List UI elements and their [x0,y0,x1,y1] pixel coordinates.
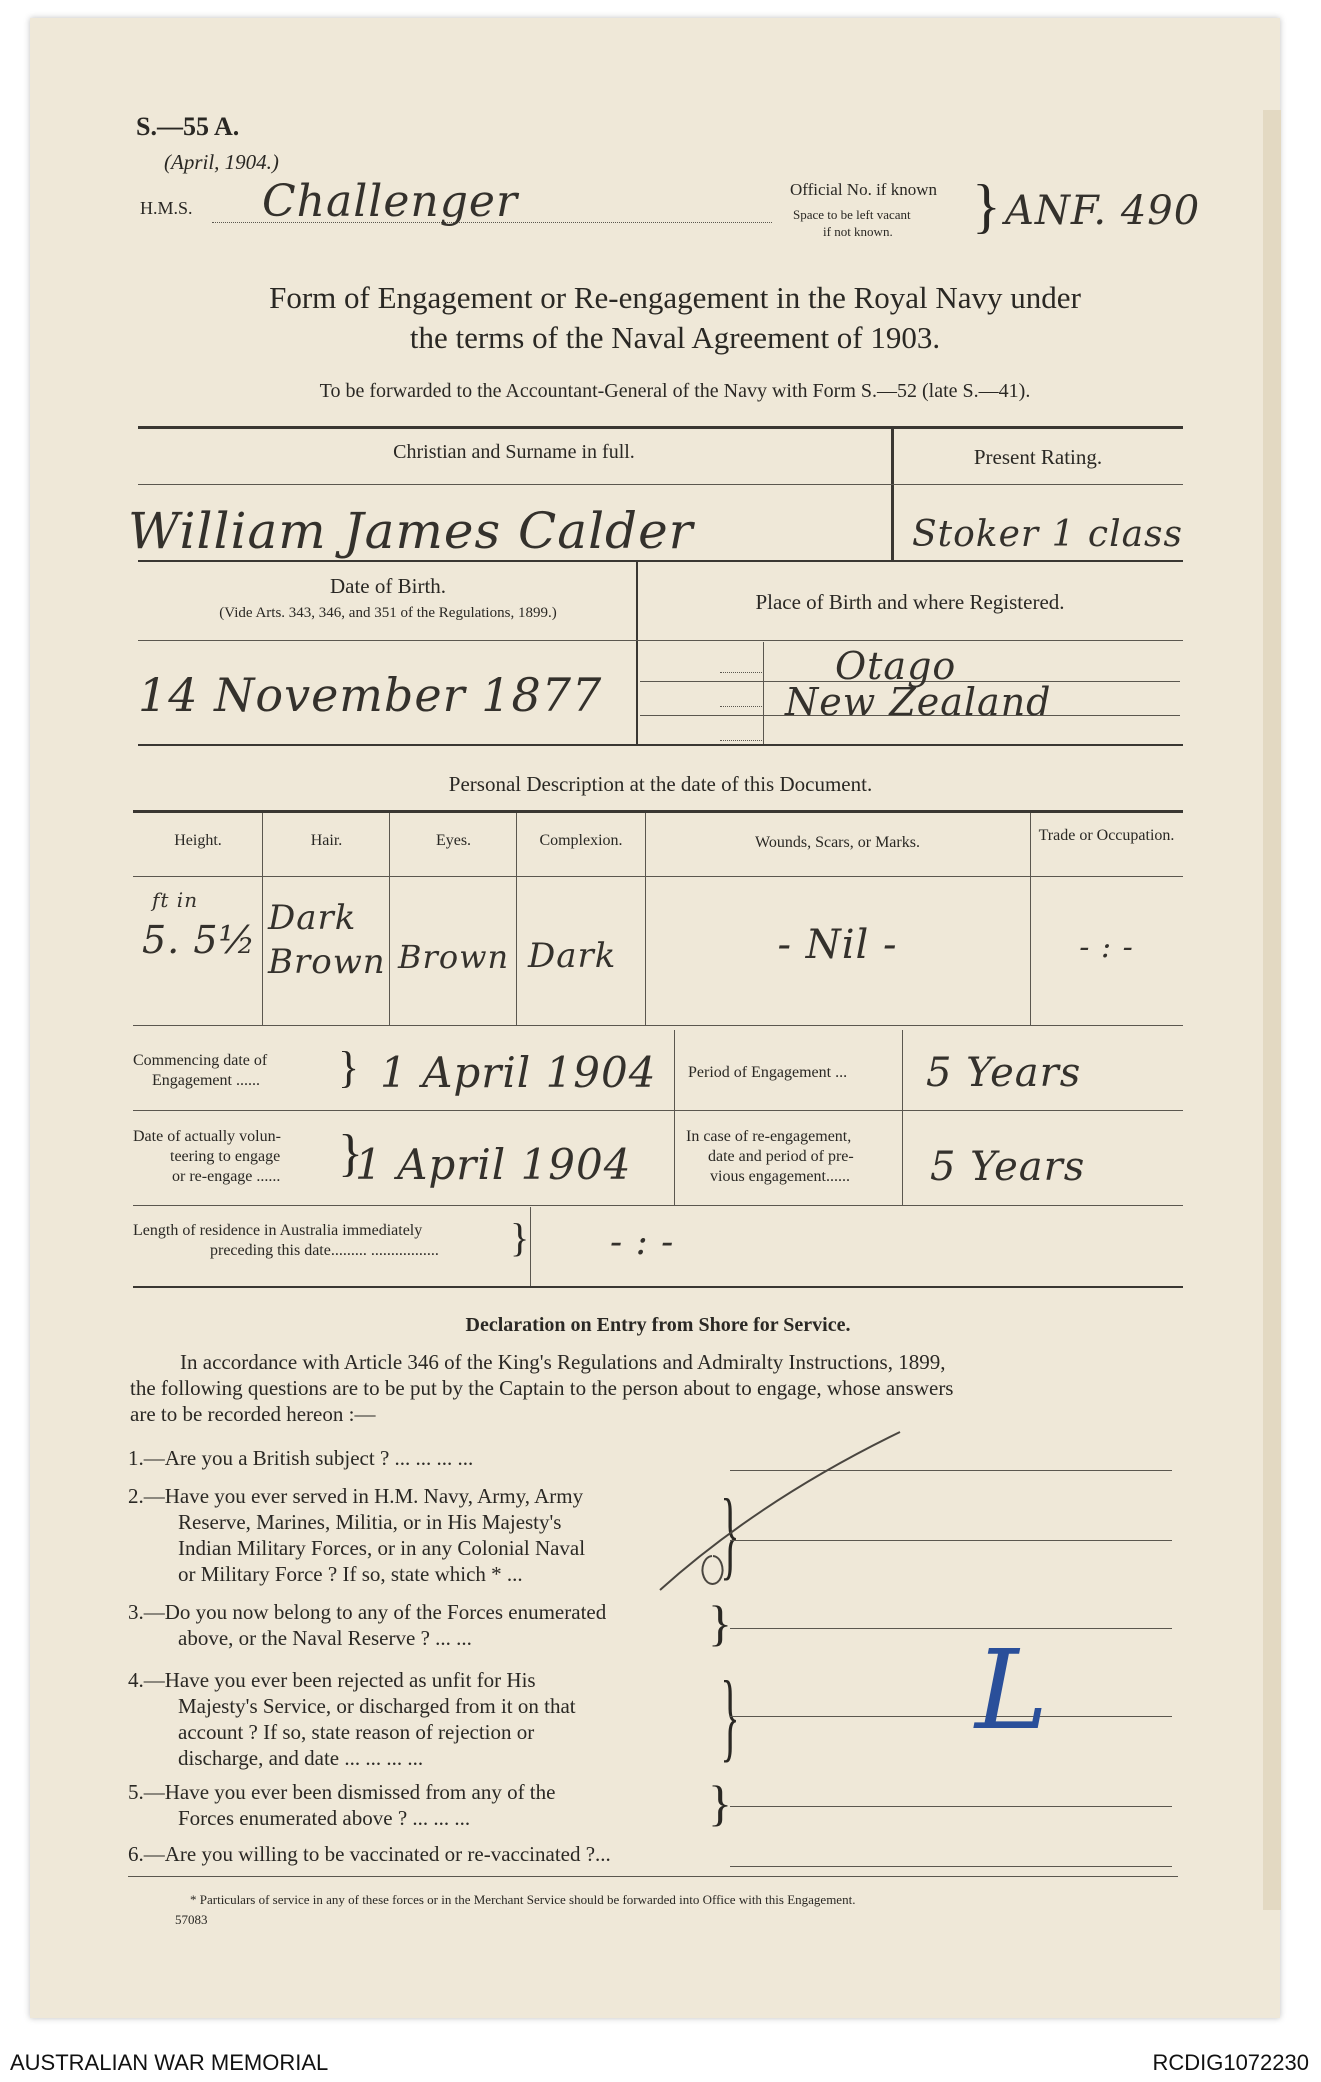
question-4d: discharge, and date ... ... ... ... [178,1746,424,1770]
question-3a: 3.—Do you now belong to any of the Forces enumerated [128,1600,607,1624]
question-2-brace: } [720,1478,740,1589]
pob-label: Place of Birth and where Registered. [755,590,1065,614]
ship-name: Challenger [262,176,518,227]
form-date: (April, 1904.) [164,150,279,174]
question-1: 1.—Are you a British subject ? ... ... ... ... [128,1446,474,1470]
height-value: 5. 5½ [142,918,257,962]
commencing-brace: } [338,1043,360,1092]
question-4b: Majesty's Service, or discharged from it on that [178,1694,576,1718]
question-2c: Indian Military Forces, or in any Colonial Naval [178,1536,586,1560]
rating-value: Stoker 1 class [912,514,1184,555]
col-eyes: Eyes. [435,832,472,849]
residence-label2: preceding this date......... ................. [210,1242,439,1259]
volunteering-label3: or re-engage ...... [172,1168,281,1185]
question-4c: account ? If so, state reason of rejection or [178,1720,535,1744]
col-trade: Trade or Occupation. [1038,827,1175,844]
volunteering-label1: Date of actually volun- [133,1128,281,1145]
declaration-intro2: the following questions are to be put by the Captain to the person about to engage, whose answers [130,1376,954,1400]
dob-note: (Vide Arts. 343, 346, and 351 of the Regulations, 1899.) [219,605,557,621]
declaration-heading: Declaration on Entry from Shore for Service. [465,1314,851,1336]
rating-label: Present Rating. [973,445,1103,469]
initials-mark: L [975,1626,1050,1754]
archive-id: RCDIG1072230 [1152,2050,1309,2075]
volunteering-value: 1 April 1904 [355,1140,632,1189]
reengage-label2: date and period of pre- [708,1148,854,1165]
pob-value2: New Zealand [785,680,1052,724]
question-3-brace: } [708,1595,732,1651]
official-no-note2: if not known. [823,224,893,239]
reengage-label3: vious engagement...... [710,1168,850,1185]
question-2d: or Military Force ? If so, state which * ... [178,1562,523,1586]
footnote-rule [128,1876,1178,1877]
reengage-value: 5 Years [930,1144,1086,1190]
residence-brace: } [510,1215,530,1260]
col-wounds: Wounds, Scars, or Marks. [755,834,920,851]
reengage-label1: In case of re-engagement, [686,1128,852,1145]
form-title-line2: the terms of the Naval Agreement of 1903. [409,320,941,355]
col-complexion: Complexion. [539,832,623,849]
question-3b: above, or the Naval Reserve ? ... ... [178,1626,472,1650]
declaration-intro3: are to be recorded hereon :— [130,1402,376,1426]
dob-value: 14 November 1877 [138,668,603,722]
residence-value: - : - [610,1222,675,1263]
question-2b: Reserve, Marines, Militia, or in His Majesty's [178,1510,562,1534]
question-4a: 4.—Have you ever been rejected as unfit for His [128,1668,536,1692]
period-label: Period of Engagement ... [688,1064,848,1081]
question-5-brace: } [708,1775,732,1831]
declaration-intro1: In accordance with Article 346 of the King's Regulations and Admiralty Instructions, 1899, [180,1350,946,1374]
volunteering-brace: } [338,1125,363,1182]
trade-value: - : - [1079,930,1134,965]
name-label: Christian and Surname in full. [393,441,635,463]
col-height: Height. [174,832,222,849]
complexion-value: Dark [528,936,617,976]
volunteering-label2: teering to engage [170,1148,281,1165]
form-code: S.—55 A. [136,112,240,141]
forward-note: To be forwarded to the Accountant-General of the Navy with Form S.—52 (late S.—41). [319,380,1031,402]
question-6: 6.—Are you willing to be vaccinated or re-vaccinated ?... [128,1842,611,1866]
official-no: ANF. 490 [1005,188,1201,234]
hms-label: H.M.S. [140,198,193,218]
commencing-label1: Commencing date of [133,1052,268,1069]
footnote: * Particulars of service in any of these forces or in the Merchant Service should be forwarded into Office with this Engagement. [190,1892,856,1907]
official-no-brace: } [972,173,1001,239]
pob-value1: Otago [835,644,957,688]
commencing-label2: Engagement ...... [152,1072,260,1089]
question-4-brace: } [720,1660,740,1771]
question-5b: Forces enumerated above ? ... ... ... [178,1806,471,1830]
form-title-line1: Form of Engagement or Re-engagement in the Royal Navy under [269,280,1081,315]
height-units: ft in [152,888,199,912]
name-value: William James Calder [128,502,694,560]
eyes-value: Brown [398,938,510,976]
col-hair: Hair. [310,832,343,849]
wounds-value: - Nil - [777,922,898,968]
hair-value: Dark Brown [268,898,386,982]
print-ref: 57083 [175,1912,208,1927]
period-value: 5 Years [926,1050,1082,1096]
residence-label1: Length of residence in Australia immediately [133,1222,423,1239]
official-no-note1: Space to be left vacant [793,207,911,222]
official-no-label: Official No. if known [790,180,937,199]
question-5a: 5.—Have you ever been dismissed from any of the [128,1780,556,1804]
commencing-value: 1 April 1904 [380,1048,657,1097]
question-2a: 2.—Have you ever served in H.M. Navy, Army, Army [128,1484,584,1508]
archive-credit: AUSTRALIAN WAR MEMORIAL [10,2050,329,2075]
dob-label: Date of Birth. [329,574,447,598]
description-heading: Personal Description at the date of this Document. [448,772,873,796]
